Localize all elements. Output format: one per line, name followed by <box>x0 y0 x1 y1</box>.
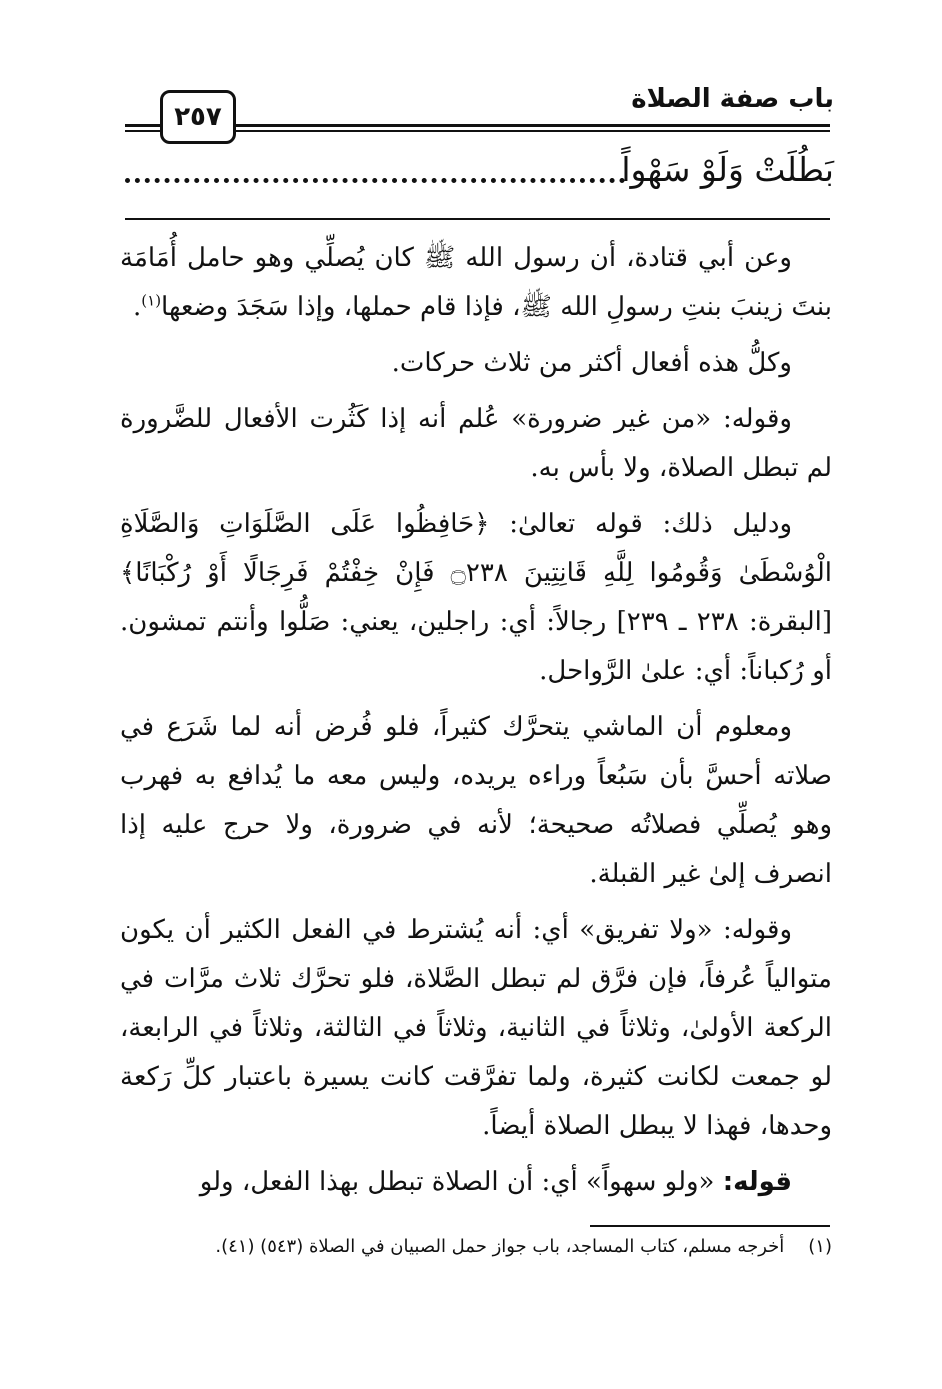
matn-text: بَطُلَتْ وَلَوْ سَهْواً <box>621 150 834 189</box>
running-title: باب صفة الصلاة <box>631 84 834 114</box>
paragraph: وعن أبي قتادة، أن رسول الله ﷺ كان يُصلِّي وهو حامل أُمَامَة بنتَ زينبَ بنتِ رسولِ الله ﷺ، فإذا قام حملها، وإذا سَجَدَ وضعها$^{(١)}$. <box>120 243 832 322</box>
page-number: ٢٥٧ <box>160 90 236 144</box>
matn-dotted-leader <box>125 178 625 183</box>
paragraph: ومعلوم أن الماشي يتحرَّك كثيراً، فلو فُرض أنه لما شَرَع في صلاته أحسَّ بأن سَبُعاً وراءه يريده، وليس معه ما يُدافع به فهرب وهو يُصلِّي فصلاتُه صحيحة؛ لأنه في ضرورة، ولا حرج عليه إذا انصرف إلىٰ غير القبلة. <box>120 712 832 889</box>
header-rule-right <box>232 124 830 127</box>
header-rule-left <box>125 124 161 127</box>
paragraph: قوله: «ولو سهواً» أي: أن الصلاة تبطل بهذا الفعل، ولو <box>199 1167 792 1197</box>
paragraph: وقوله: «ولا تفريق» أي: أنه يُشترط في الفعل الكثير أن يكون متوالياً عُرفاً، فإن فرَّق لم تبطل الصَّلاة، فلو تحرَّك ثلاث مرَّات في الركعة الأولىٰ، وثلاثاً في الثانية، وثلاثاً في الثالثة، وثلاثاً في الرابعة، لو جمعت لكانت كثيرة، ولما تفرَّقت كانت يسيرة باعتبار كلِّ رَكعة وحدها، فهذا لا يبطل الصلاة أيضاً. <box>120 915 832 1141</box>
footnote <box>120 1232 832 1262</box>
paragraph: ودليل ذلك: قوله تعالىٰ: ﴿حَافِظُوا عَلَى الصَّلَوَاتِ وَالصَّلَاةِ الْوُسْطَىٰ وَقُومُوا لِلَّهِ قَانِتِينَ ۝٢٣٨ فَإِنْ خِفْتُمْ فَرِجَالًا أَوْ رُكْبَانًا﴾ [البقرة: ٢٣٨ ـ ٢٣٩] رجالاً: أي: راجلين، يعني: صَلُّوا وأنتم تمشون. أو رُكباناً: أي: علىٰ الرَّواحل. <box>120 509 832 686</box>
header-rule-left-thin <box>125 130 161 132</box>
footnote-ref: (١) <box>141 291 162 310</box>
qawluhu-label: قوله: <box>722 1167 792 1197</box>
commentary-body <box>120 234 832 1214</box>
footnote-number: (١) <box>808 1236 832 1257</box>
footnote-text: أخرجه مسلم، كتاب المساجد، باب جواز حمل الصبيان في الصلاة (٥٤٣) (٤١). <box>215 1236 785 1257</box>
matn-rule <box>125 218 830 220</box>
paragraph: وكلُّ هذه أفعال أكثر من ثلاث حركات. <box>391 348 792 378</box>
header-rule-right-thin <box>232 130 830 132</box>
footnote-rule <box>590 1225 830 1227</box>
paragraph: وقوله: «من غير ضرورة» عُلم أنه إذا كَثُرت الأفعال للضَّرورة لم تبطل الصلاة، ولا بأس به. <box>120 404 832 483</box>
